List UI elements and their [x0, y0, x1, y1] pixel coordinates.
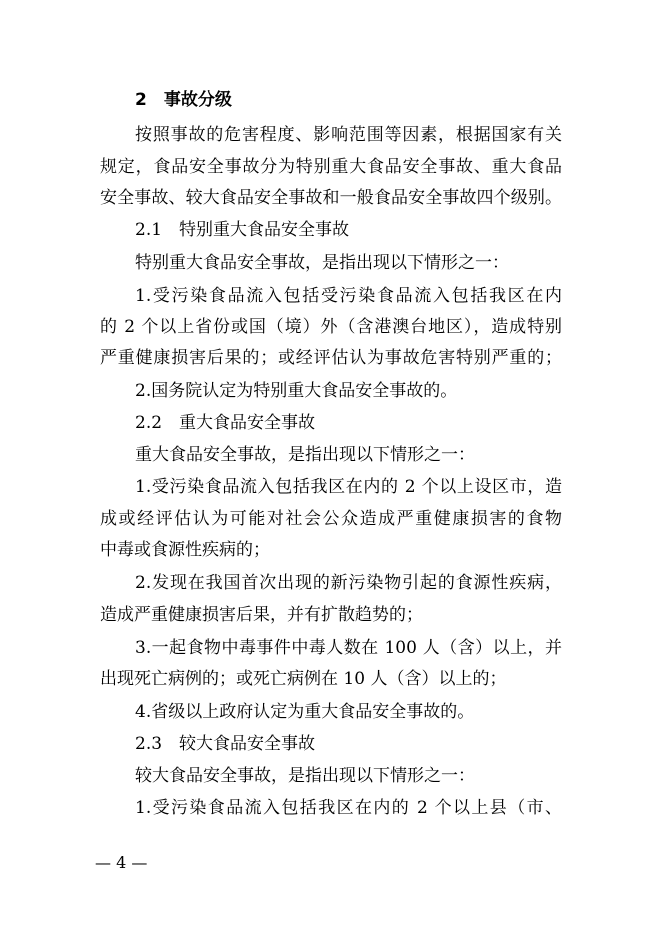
paragraph-line: 安全事故、较大食品安全事故和一般食品安全事故四个级别。 [100, 188, 562, 208]
paragraph-line: 的 2 个以上省份或国（境）外（含港澳台地区），造成特别 [100, 317, 562, 337]
paragraph-line: 重大食品安全事故，是指出现以下情形之一： [135, 445, 475, 465]
section-heading: 2 事故分级 [135, 90, 232, 110]
subsection-heading: 2.2 重大食品安全事故 [135, 413, 316, 433]
paragraph-line: 2.发现在我国首次出现的新污染物引起的食源性疾病， [135, 573, 562, 593]
paragraph-line: 较大食品安全事故，是指出现以下情形之一： [135, 766, 475, 786]
subsection-heading: 2.3 较大食品安全事故 [135, 734, 316, 754]
paragraph-line: 造成严重健康损害后果，并有扩散趋势的； [100, 605, 423, 625]
page-number: — 4 — [95, 853, 148, 872]
paragraph-line: 1.受污染食品流入包括我区在内的 2 个以上县（市、 [135, 798, 562, 818]
paragraph-line: 成或经评估认为可能对社会公众造成严重健康损害的食物 [100, 509, 562, 529]
paragraph-line: 3.一起食物中毒事件中毒人数在 100 人（含）以上，并 [135, 638, 562, 658]
paragraph-line: 4.省级以上政府认定为重大食品安全事故的。 [135, 702, 475, 722]
paragraph-line: 按照事故的危害程度、影响范围等因素，根据国家有关 [135, 125, 562, 145]
paragraph-line: 特别重大食品安全事故，是指出现以下情形之一： [135, 253, 509, 273]
paragraph-line: 严重健康损害后果的；或经评估认为事故危害特别严重的； [100, 348, 562, 368]
paragraph-line: 规定，食品安全事故分为特别重大食品安全事故、重大食品 [100, 157, 562, 177]
subsection-heading: 2.1 特别重大食品安全事故 [135, 220, 350, 240]
paragraph-line: 出现死亡病例的；或死亡病例在 10 人（含）以上的； [100, 669, 507, 689]
paragraph-line: 中毒或食源性疾病的； [100, 540, 270, 560]
paragraph-line: 2.国务院认定为特别重大食品安全事故的。 [135, 381, 458, 401]
paragraph-line: 1.受污染食品流入包括我区在内的 2 个以上设区市，造 [135, 477, 562, 497]
paragraph-line: 1.受污染食品流入包括受污染食品流入包括我区在内 [135, 286, 562, 306]
